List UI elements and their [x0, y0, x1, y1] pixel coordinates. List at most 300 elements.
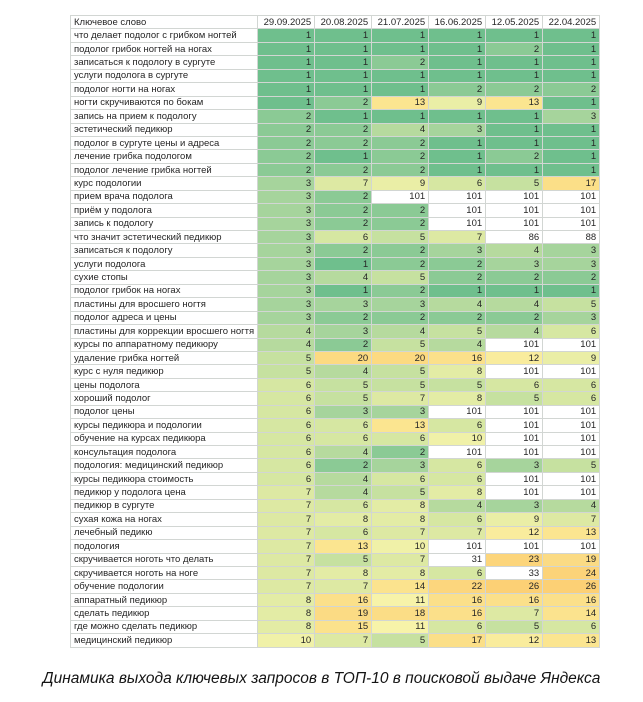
keyword-cell: сухая кожа на ногах	[71, 513, 258, 526]
table-row	[71, 96, 600, 109]
rank-value-cell: 1	[315, 83, 372, 96]
rank-value-cell: 2	[315, 190, 372, 203]
rank-value-cell: 18	[372, 607, 429, 620]
rank-value-cell: 4	[543, 499, 600, 512]
table-row	[71, 526, 600, 539]
rank-value-cell: 4	[372, 325, 429, 338]
rank-value-cell: 1	[543, 42, 600, 55]
rank-value-cell: 4	[315, 486, 372, 499]
table-row	[71, 499, 600, 512]
rank-value-cell: 22	[429, 580, 486, 593]
rank-value-cell: 7	[258, 553, 315, 566]
rank-value-cell: 2	[315, 217, 372, 230]
rank-value-cell: 101	[543, 472, 600, 485]
rank-value-cell: 6	[543, 378, 600, 391]
rank-value-cell: 5	[258, 365, 315, 378]
rank-value-cell: 6	[258, 405, 315, 418]
table-row	[71, 83, 600, 96]
rank-value-cell: 3	[258, 204, 315, 217]
rank-value-cell: 2	[258, 150, 315, 163]
rank-value-cell: 2	[258, 136, 315, 149]
keyword-cell: лечение грибка подологом	[71, 150, 258, 163]
rank-value-cell: 16	[429, 593, 486, 606]
rank-value-cell: 3	[429, 123, 486, 136]
rank-value-cell: 1	[543, 69, 600, 82]
rank-value-cell: 1	[258, 42, 315, 55]
rank-value-cell: 1	[372, 83, 429, 96]
rank-value-cell: 6	[315, 432, 372, 445]
rank-value-cell: 5	[543, 298, 600, 311]
keyword-cell: запись к подологу	[71, 217, 258, 230]
table-row	[71, 177, 600, 190]
table-row	[71, 163, 600, 176]
rank-value-cell: 101	[543, 540, 600, 553]
rank-value-cell: 13	[486, 96, 543, 109]
rank-value-cell: 2	[372, 284, 429, 297]
rank-value-cell: 3	[258, 177, 315, 190]
rank-value-cell: 2	[372, 311, 429, 324]
rank-value-cell: 1	[486, 110, 543, 123]
rank-value-cell: 3	[543, 311, 600, 324]
rank-value-cell: 9	[429, 96, 486, 109]
rank-value-cell: 1	[372, 69, 429, 82]
rank-value-cell: 6	[258, 446, 315, 459]
rank-value-cell: 101	[486, 419, 543, 432]
rank-value-cell: 2	[258, 163, 315, 176]
keyword-cell: удаление грибка ногтей	[71, 351, 258, 364]
table-row	[71, 204, 600, 217]
rank-value-cell: 6	[486, 378, 543, 391]
rank-value-cell: 11	[372, 620, 429, 633]
rank-value-cell: 1	[429, 163, 486, 176]
keyword-cell: курсы педикюра и подологии	[71, 419, 258, 432]
rank-value-cell: 3	[315, 405, 372, 418]
keyword-cell: подолог ногти на ногах	[71, 83, 258, 96]
keyword-cell: курсы по аппаратному педикюру	[71, 338, 258, 351]
keyword-cell: сухие стопы	[71, 271, 258, 284]
rank-value-cell: 6	[258, 432, 315, 445]
table-row	[71, 446, 600, 459]
rank-value-cell: 8	[429, 365, 486, 378]
rank-value-cell: 101	[486, 446, 543, 459]
rank-value-cell: 20	[315, 351, 372, 364]
table-row	[71, 566, 600, 579]
keyword-cell: сделать педикюр	[71, 607, 258, 620]
table-row	[71, 351, 600, 364]
rank-value-cell: 3	[372, 405, 429, 418]
keyword-cell: пластины для коррекции вросшего ногтя	[71, 325, 258, 338]
rank-value-cell: 1	[429, 150, 486, 163]
table-row	[71, 392, 600, 405]
rank-value-cell: 4	[372, 123, 429, 136]
rank-value-cell: 1	[486, 163, 543, 176]
rank-value-cell: 1	[429, 29, 486, 42]
keyword-cell: лечебный педикю	[71, 526, 258, 539]
table-row	[71, 69, 600, 82]
rank-value-cell: 101	[429, 446, 486, 459]
rank-value-cell: 3	[258, 298, 315, 311]
rank-value-cell: 7	[258, 486, 315, 499]
rank-value-cell: 1	[372, 42, 429, 55]
column-header-date: 12.05.2025	[486, 16, 543, 29]
keyword-ranking-table	[70, 15, 600, 648]
rank-value-cell: 3	[372, 298, 429, 311]
rank-value-cell: 13	[543, 634, 600, 647]
rank-value-cell: 33	[486, 566, 543, 579]
table-row	[71, 150, 600, 163]
rank-value-cell: 5	[258, 351, 315, 364]
rank-value-cell: 6	[543, 325, 600, 338]
rank-value-cell: 8	[315, 513, 372, 526]
rank-value-cell: 16	[315, 593, 372, 606]
rank-value-cell: 5	[429, 325, 486, 338]
rank-value-cell: 2	[315, 163, 372, 176]
rank-value-cell: 1	[486, 56, 543, 69]
table-row	[71, 29, 600, 42]
table-row	[71, 378, 600, 391]
rank-value-cell: 2	[429, 311, 486, 324]
rank-value-cell: 9	[486, 513, 543, 526]
rank-value-cell: 6	[429, 472, 486, 485]
rank-value-cell: 10	[372, 540, 429, 553]
rank-value-cell: 101	[486, 217, 543, 230]
rank-value-cell: 2	[315, 96, 372, 109]
rank-value-cell: 6	[543, 392, 600, 405]
rank-value-cell: 2	[372, 56, 429, 69]
rank-value-cell: 101	[429, 204, 486, 217]
rank-value-cell: 3	[258, 217, 315, 230]
rank-value-cell: 5	[429, 378, 486, 391]
rank-value-cell: 3	[315, 325, 372, 338]
table-row	[71, 593, 600, 606]
rank-value-cell: 26	[543, 580, 600, 593]
rank-value-cell: 13	[372, 419, 429, 432]
rank-value-cell: 7	[429, 231, 486, 244]
rank-value-cell: 1	[486, 69, 543, 82]
rank-value-cell: 12	[486, 526, 543, 539]
rank-value-cell: 101	[486, 472, 543, 485]
keyword-cell: подолог лечение грибка ногтей	[71, 163, 258, 176]
rank-value-cell: 7	[543, 513, 600, 526]
rank-value-cell: 7	[258, 540, 315, 553]
rank-value-cell: 5	[315, 553, 372, 566]
rank-value-cell: 3	[543, 244, 600, 257]
table-row	[71, 540, 600, 553]
rank-value-cell: 4	[315, 446, 372, 459]
rank-value-cell: 4	[315, 365, 372, 378]
rank-value-cell: 6	[258, 378, 315, 391]
table-row	[71, 244, 600, 257]
rank-value-cell: 2	[372, 204, 429, 217]
rank-value-cell: 6	[315, 499, 372, 512]
rank-value-cell: 1	[315, 150, 372, 163]
rank-value-cell: 1	[429, 136, 486, 149]
keyword-cell: подолог цены	[71, 405, 258, 418]
rank-value-cell: 4	[429, 499, 486, 512]
rank-value-cell: 7	[372, 526, 429, 539]
rank-value-cell: 4	[486, 325, 543, 338]
rank-value-cell: 2	[315, 244, 372, 257]
rank-value-cell: 101	[486, 486, 543, 499]
rank-value-cell: 101	[486, 540, 543, 553]
rank-value-cell: 2	[486, 311, 543, 324]
rank-value-cell: 5	[543, 459, 600, 472]
keyword-cell: медицинский педикюр	[71, 634, 258, 647]
table-row	[71, 486, 600, 499]
rank-value-cell: 17	[429, 634, 486, 647]
rank-value-cell: 3	[543, 257, 600, 270]
rank-value-cell: 8	[429, 392, 486, 405]
rank-value-cell: 7	[486, 607, 543, 620]
rank-value-cell: 3	[543, 110, 600, 123]
rank-value-cell: 3	[486, 257, 543, 270]
rank-value-cell: 7	[258, 526, 315, 539]
column-header-keyword: Ключевое слово	[71, 16, 258, 29]
rank-value-cell: 6	[372, 472, 429, 485]
rank-value-cell: 6	[315, 526, 372, 539]
rank-value-cell: 16	[429, 351, 486, 364]
keyword-cell: пластины для вросшего ногтя	[71, 298, 258, 311]
rank-value-cell: 5	[486, 620, 543, 633]
rank-value-cell: 5	[315, 378, 372, 391]
rank-value-cell: 2	[372, 217, 429, 230]
rank-value-cell: 16	[543, 593, 600, 606]
rank-value-cell: 4	[486, 298, 543, 311]
keyword-cell: подолог в сургуте цены и адреса	[71, 136, 258, 149]
keyword-cell: подолог грибок на ногах	[71, 284, 258, 297]
table-row	[71, 123, 600, 136]
table-row	[71, 405, 600, 418]
rank-value-cell: 7	[429, 526, 486, 539]
rank-value-cell: 14	[372, 580, 429, 593]
table-row	[71, 580, 600, 593]
rank-value-cell: 1	[258, 96, 315, 109]
rank-value-cell: 19	[543, 553, 600, 566]
rank-value-cell: 6	[258, 472, 315, 485]
keyword-cell: записаться к подологу	[71, 244, 258, 257]
rank-value-cell: 12	[486, 351, 543, 364]
rank-value-cell: 101	[543, 365, 600, 378]
table-row	[71, 271, 600, 284]
rank-value-cell: 6	[258, 392, 315, 405]
rank-value-cell: 5	[372, 231, 429, 244]
rank-value-cell: 1	[543, 123, 600, 136]
rank-value-cell: 2	[543, 83, 600, 96]
rank-value-cell: 5	[372, 634, 429, 647]
rank-value-cell: 1	[486, 284, 543, 297]
rank-value-cell: 86	[486, 231, 543, 244]
rank-value-cell: 1	[429, 69, 486, 82]
keyword-cell: подология: медицинский педикюр	[71, 459, 258, 472]
table-row	[71, 513, 600, 526]
table-header-row	[71, 16, 600, 29]
rank-value-cell: 6	[543, 620, 600, 633]
rank-value-cell: 8	[429, 486, 486, 499]
keyword-cell: курс подологии	[71, 177, 258, 190]
rank-value-cell: 9	[543, 351, 600, 364]
rank-value-cell: 2	[315, 311, 372, 324]
rank-value-cell: 7	[315, 580, 372, 593]
rank-value-cell: 1	[372, 29, 429, 42]
rank-value-cell: 3	[258, 190, 315, 203]
keyword-cell: аппаратный педикюр	[71, 593, 258, 606]
keyword-cell: что значит эстетический педикюр	[71, 231, 258, 244]
rank-value-cell: 101	[486, 405, 543, 418]
rank-value-cell: 7	[258, 513, 315, 526]
rank-value-cell: 13	[543, 526, 600, 539]
rank-value-cell: 3	[315, 298, 372, 311]
rank-value-cell: 2	[429, 83, 486, 96]
rank-value-cell: 6	[429, 620, 486, 633]
table-row	[71, 607, 600, 620]
rank-value-cell: 1	[258, 69, 315, 82]
rank-value-cell: 1	[543, 56, 600, 69]
rank-value-cell: 7	[315, 177, 372, 190]
table-row	[71, 620, 600, 633]
rank-value-cell: 26	[486, 580, 543, 593]
rank-value-cell: 1	[543, 29, 600, 42]
rank-value-cell: 101	[429, 540, 486, 553]
rank-value-cell: 7	[315, 634, 372, 647]
table-row	[71, 311, 600, 324]
keyword-cell: ногти скручиваются по бокам	[71, 96, 258, 109]
table-row	[71, 472, 600, 485]
rank-value-cell: 6	[429, 419, 486, 432]
rank-value-cell: 6	[429, 566, 486, 579]
rank-value-cell: 1	[486, 136, 543, 149]
keyword-cell: где можно сделать педикюр	[71, 620, 258, 633]
table-row	[71, 634, 600, 647]
rank-value-cell: 3	[372, 459, 429, 472]
rank-value-cell: 4	[258, 338, 315, 351]
table-row	[71, 432, 600, 445]
rank-value-cell: 23	[486, 553, 543, 566]
rank-value-cell: 5	[315, 392, 372, 405]
rank-value-cell: 2	[315, 204, 372, 217]
rank-value-cell: 8	[315, 566, 372, 579]
rank-value-cell: 1	[543, 96, 600, 109]
rank-value-cell: 6	[429, 459, 486, 472]
rank-value-cell: 3	[486, 499, 543, 512]
rank-value-cell: 101	[486, 432, 543, 445]
keyword-cell: эстетический педикюр	[71, 123, 258, 136]
rank-value-cell: 2	[429, 271, 486, 284]
rank-value-cell: 1	[543, 136, 600, 149]
column-header-date: 20.08.2025	[315, 16, 372, 29]
rank-value-cell: 2	[372, 163, 429, 176]
rank-value-cell: 2	[315, 136, 372, 149]
rank-value-cell: 6	[315, 231, 372, 244]
rank-value-cell: 101	[543, 217, 600, 230]
table-row	[71, 419, 600, 432]
table-row	[71, 231, 600, 244]
rank-value-cell: 2	[486, 42, 543, 55]
rank-value-cell: 101	[372, 190, 429, 203]
rank-value-cell: 1	[543, 150, 600, 163]
rank-value-cell: 2	[372, 446, 429, 459]
table-row	[71, 298, 600, 311]
spreadsheet-table-figure	[70, 15, 600, 648]
rank-value-cell: 7	[258, 580, 315, 593]
rank-value-cell: 3	[486, 459, 543, 472]
rank-value-cell: 4	[315, 472, 372, 485]
rank-value-cell: 7	[258, 499, 315, 512]
keyword-cell: записаться к подологу в сургуте	[71, 56, 258, 69]
rank-value-cell: 17	[543, 177, 600, 190]
rank-value-cell: 1	[315, 257, 372, 270]
keyword-cell: приём у подолога	[71, 204, 258, 217]
rank-value-cell: 2	[372, 150, 429, 163]
rank-value-cell: 2	[372, 136, 429, 149]
rank-value-cell: 3	[258, 311, 315, 324]
rank-value-cell: 9	[372, 177, 429, 190]
rank-value-cell: 1	[429, 56, 486, 69]
rank-value-cell: 3	[429, 244, 486, 257]
rank-value-cell: 1	[258, 29, 315, 42]
rank-value-cell: 3	[258, 284, 315, 297]
rank-value-cell: 1	[543, 163, 600, 176]
keyword-cell: прием врача подолога	[71, 190, 258, 203]
column-header-date: 22.04.2025	[543, 16, 600, 29]
keyword-cell: скручивается ноготь что делать	[71, 553, 258, 566]
rank-value-cell: 5	[372, 365, 429, 378]
keyword-cell: запись на прием к подологу	[71, 110, 258, 123]
keyword-cell: подолог грибок ногтей на ногах	[71, 42, 258, 55]
rank-value-cell: 8	[372, 566, 429, 579]
column-header-date: 29.09.2025	[258, 16, 315, 29]
rank-value-cell: 4	[486, 244, 543, 257]
rank-value-cell: 101	[543, 405, 600, 418]
rank-value-cell: 101	[429, 190, 486, 203]
rank-value-cell: 2	[429, 257, 486, 270]
rank-value-cell: 12	[486, 634, 543, 647]
keyword-cell: обучение подологии	[71, 580, 258, 593]
rank-value-cell: 6	[315, 419, 372, 432]
rank-value-cell: 4	[315, 271, 372, 284]
rank-value-cell: 3	[258, 271, 315, 284]
rank-value-cell: 1	[258, 83, 315, 96]
keyword-cell: подолог адреса и цены	[71, 311, 258, 324]
rank-value-cell: 4	[258, 325, 315, 338]
rank-value-cell: 19	[315, 607, 372, 620]
rank-value-cell: 1	[315, 42, 372, 55]
rank-value-cell: 1	[486, 123, 543, 136]
rank-value-cell: 2	[258, 110, 315, 123]
rank-value-cell: 2	[486, 150, 543, 163]
keyword-cell: скручивается ноготь на ноге	[71, 566, 258, 579]
rank-value-cell: 101	[429, 217, 486, 230]
rank-value-cell: 101	[543, 486, 600, 499]
rank-value-cell: 6	[429, 177, 486, 190]
keyword-cell: что делает подолог с грибком ногтей	[71, 29, 258, 42]
table-row	[71, 136, 600, 149]
rank-value-cell: 5	[372, 378, 429, 391]
table-row	[71, 217, 600, 230]
table-row	[71, 56, 600, 69]
table-row	[71, 110, 600, 123]
rank-value-cell: 2	[258, 123, 315, 136]
rank-value-cell: 2	[486, 271, 543, 284]
rank-value-cell: 1	[258, 56, 315, 69]
rank-value-cell: 2	[372, 244, 429, 257]
rank-value-cell: 10	[258, 634, 315, 647]
rank-value-cell: 4	[429, 298, 486, 311]
rank-value-cell: 101	[543, 190, 600, 203]
keyword-cell: услуги подолога в сургуте	[71, 69, 258, 82]
rank-value-cell: 101	[543, 338, 600, 351]
keyword-cell: педикюр в сургуте	[71, 499, 258, 512]
rank-value-cell: 1	[429, 110, 486, 123]
